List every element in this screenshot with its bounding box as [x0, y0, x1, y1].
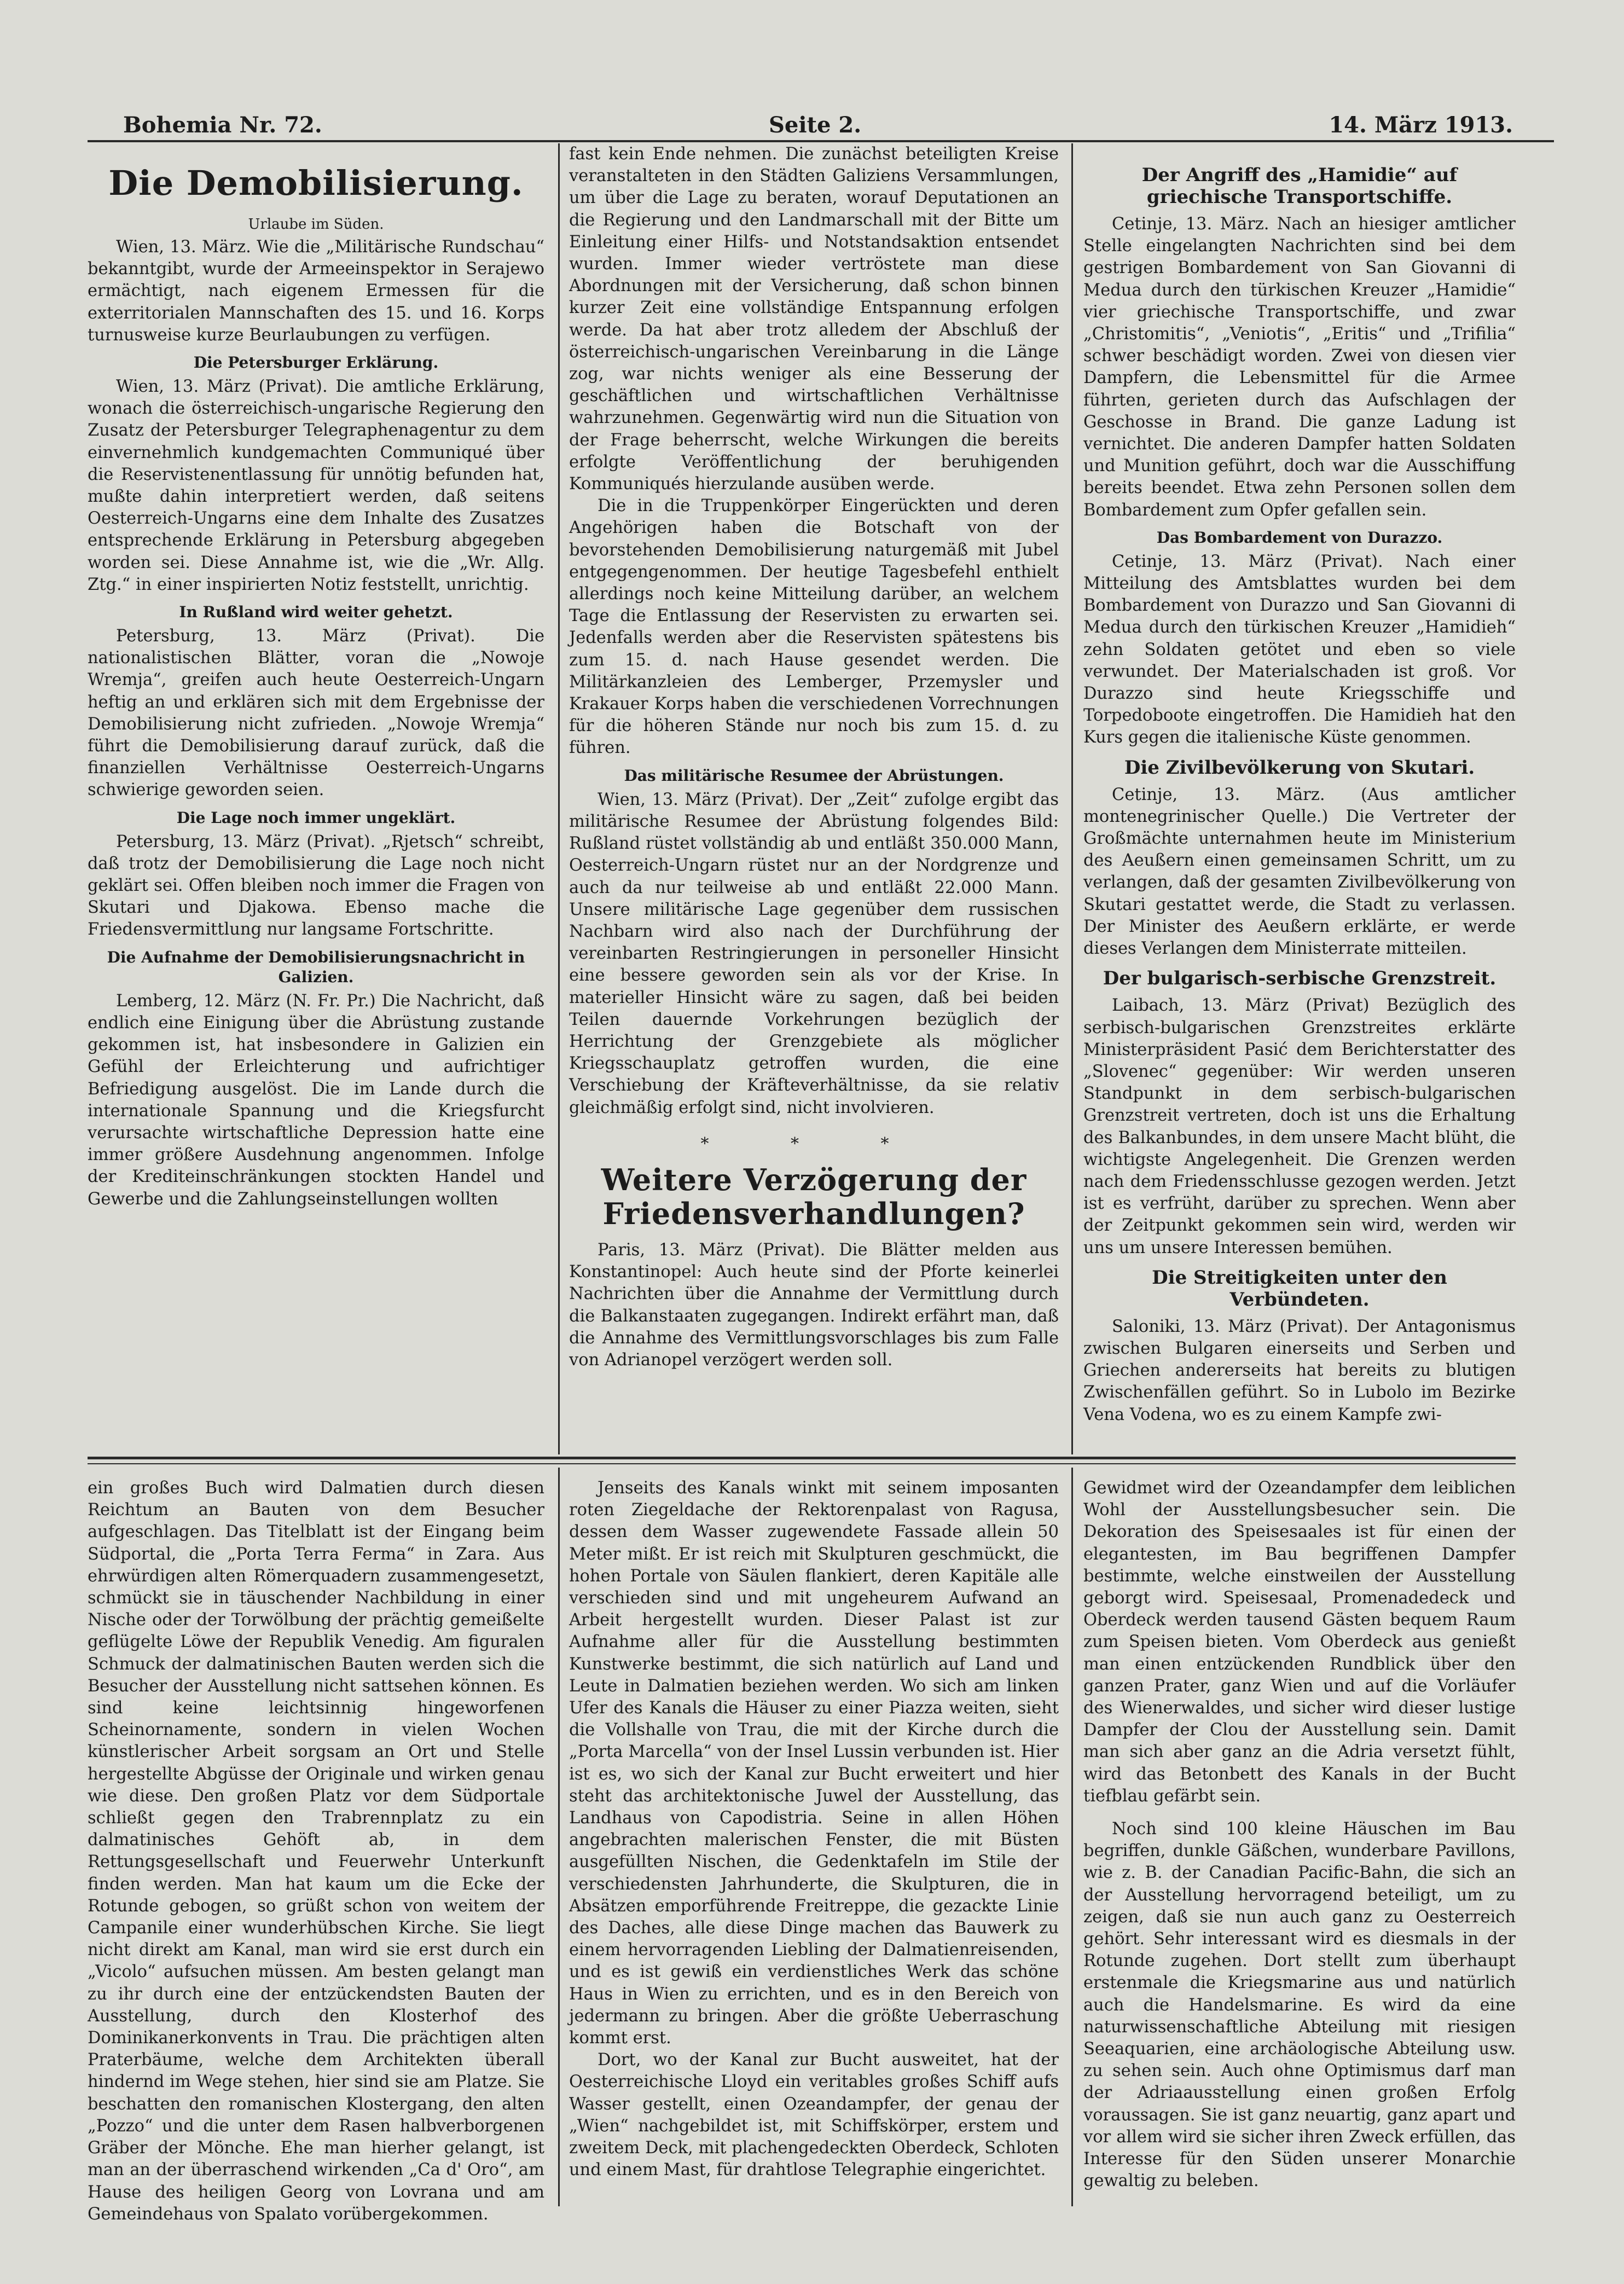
article-paragraph: Cetinje, 13. März. Nach an hiesiger amtlicher Stelle eingelangten Nachrichten sind bei dem gestrigen Bombardement von San Giovanni di Medua durch den türkischen Kreuzer „Hamidie“ vier griechische Transportschiffe, und zwar „Christomitis“, „Veniotis“, „Eritis“ und „Trifilia“ schwer beschädigt worden. Zwei von diesen vier Dampfern, die Lebensmittel für die Armee führten, gerieten durch das Aufschlagen der Geschosse in Brand. Die ganze Ladung ist vernichtet. Die anderen Dampfer hatten Soldaten und Munition geführt, doch war die Ausschiffung bereits beendet. Etwa zehn Personen sollen dem Bombardement zum Opfer gefallen sein. — [1083, 215, 1516, 520]
header-date: 14. März 1913. — [1329, 112, 1513, 138]
feuilleton-paragraph: Jenseits des Kanals winkt mit seinem imposanten roten Ziegeldache der Rektorenpalast von Ragusa, dessen dem Wasser zugewendete Fassade allein 50 Meter mißt. Er ist reich mit Skulpturen geschmückt, die hohen Portale von Säulen flankiert, deren Kapitäle alle verschieden sind und mit ungeheurem Aufwand an Arbeit hergestellt wurden. Dieser Palast ist zur Aufnahme aller für die Ausstellung bestimmten Kunstwerke bestimmt, die sich natürlich auf Land und Leute in Dalmatien beziehen werden. Wo sich am linken Ufer des Kanals die Häuser zu einer Piazza weiten, sieht die Vollshalle von Trau, die mit der Kirche durch die „Porta Marcella“ von der Insel Lussin verbunden ist. Hier ist es, wo sich der Kanal zur Bucht erweitert und hier steht das architektonische Juwel der Ausstellung, das Landhaus von Capodistria. Seine in allen Höhen angebrachten malerischen Fenster, die mit Büsten ausgefüllten Nischen, die Gedenktafeln im Stile der verschiedensten Jahrhunderte, die Skulpturen, die in Absätzen emporführende Freitreppe, die gezackte Linie des Daches, alle diese Dinge machen das Bauwerk zu einem hervorragenden Liebling der Dalmatienreisenden, und es ist gewiß ein verdienstliches Werk das schöne Haus in Wien zu errichten, und es in den Bereich von jedermann zu bringen. Aber die größte Ueberraschung kommt erst. — [569, 1479, 1059, 2048]
feuilleton-column-1 — [88, 1477, 544, 2224]
feuilleton-paragraph: Gewidmet wird der Ozeandampfer dem leiblichen Wohl der Ausstellungsbesucher sein. Die Dekoration des Speisesaales ist für einen der elegantesten, im Bau begriffenen Dampfer bestimmte, welche einstweilen der Ausstellung geborgt wird. Speisesaal, Promenadedeck und Oberdeck werden tausend Gästen bequem Raum zum Speisen bieten. Vom Oberdeck aus genießt man einen entzückenden Rundblick über den ganzen Prater, ganz Wien und auf die Vorläufer des Wienerwaldes, und sicher wird dieser lustige Dampfer der Clou der Ausstellung sein. Damit man sich aber ganz an die Adria versetzt fühlt, wird das Betonbett des Kanals in der Bucht tiefblau gefärbt sein. — [1083, 1479, 1516, 1806]
feuilleton-paragraph: Dort, wo der Kanal zur Bucht ausweitet, hat der Oesterreichische Lloyd ein veritables großes Schiff aufs Wasser gestellt, einen Ozeandampfer, der genau der „Wien“ nachgebildet ist, mit Schiffskörper, erstem und zweitem Deck, mit plachengedeckten Oberdeck, Schloten und einem Mast, für drahtlose Telegraphie eingerichtet. — [569, 2050, 1059, 2180]
section-heading-durazzo: Das Bombardement von Durazzo. — [1156, 528, 1443, 547]
column-rule-2 — [1071, 143, 1073, 1454]
feuilleton-rule-thin — [88, 1463, 1516, 1464]
feuilleton-column-3 — [1083, 1477, 1516, 2211]
article-paragraph: Cetinje, 13. März (Privat). Nach einer Mitteilung des Amtsblattes wurden bei dem Bombardement von Durazzo und San Giovanni di Medua durch den türkischen Kreuzer „Hamidieh“ zehn Soldaten getötet und eben so viele verwundet. Der Materialschaden ist groß. Vor Durazzo sind heute Kriegsschiffe und Torpedoboote eingetroffen. Die Hamidieh hat den Kurs gegen die italienische Küste genommen. — [1083, 552, 1516, 747]
article-paragraph: Cetinje, 13. März. (Aus amtlicher montenegrinischer Quelle.) Die Vertreter der Großmächte unternahmen heute im Ministerium des Aeußern einen gemeinsamen Schritt, um zu verlangen, daß der gesamten Zivilbevölkerung von Skutari gestattet werde, die Stadt zu verlassen. Der Minister des Aeußern erklärte, er werde dieses Verlangen dem Ministerrate mitteilen. — [1083, 785, 1516, 959]
section-separator: * * * — [700, 1134, 927, 1153]
section-heading-grenzstreit: Der bulgarisch-serbische Grenzstreit. — [1103, 967, 1497, 990]
article-paragraph: Laibach, 13. März (Privat) Bezüglich des serbisch-bulgarischen Grenzstreites erklärte Ministerpräsident Pasić dem Berichterstatter des „Slovenec“ gegenüber: Wir werden unseren Standpunkt in dem serbisch-bulgarischen Grenzstreit vertreten, doch ist uns die Erhaltung des Balkanbundes, in dem unsere Macht blüht, die wichtigste Angelegenheit. Die Grenzen werden nach dem Friedensschlusse gezogen werden. Jetzt ist es verfrüht, darüber zu sprechen. Wenn aber der Zeitpunkt gekommen sein wird, werden wir uns um unsere Interessen bemühen. — [1083, 996, 1516, 1257]
feuilleton-paragraph: ein großes Buch wird Dalmatien durch diesen Reichtum an Bauten von dem Besucher aufgeschlagen. Das Titelblatt ist der Eingang beim Südportal, die „Porta Terra Ferma“ in Zara. Aus ehrwürdigen alten Römerquadern zusammengesetzt, schmückt sie in täuschender Nachbildung in einer Nische oder der Torwölbung der prächtig gemeißelte geflügelte Löwe der Republik Venedig. Am figuralen Schmuck der dalmatinischen Bauten werden sich die Besucher der Ausstellung nicht sattsehen können. Es sind keine leichtsinnig hingeworfenen Scheinornamente, sondern in vielen Wochen künstlerischer Arbeit sorgsam an Ort und Stelle hergestellte Abgüsse der Originale und wirken genau wie diese. Den großen Platz vor dem Südportale schließt gegen den Trabrennplatz zu ein dalmatinisches Gehöft ab, in dem Rettungsgesellschaft und Feuerwehr Unterkunft finden werden. Man hat kaum um die Ecke der Rotunde gebogen, so grüßt schon von weitem der Campanile einer wunderhübschen Kirche. Sie liegt nicht direkt am Kanal, man wird sie erst durch ein „Vicolo“ aufsuchen müssen. Am besten gelangt man zu ihr durch eine der entzückendsten Bauten der Ausstellung, durch den Klosterhof des Dominikanerkonvents in Trau. Die prächtigen alten Praterbäume, welche dem Architekten überall hindernd im Wege stehen, hier sind sie am Platze. Sie beschatten den romanischen Klostergang, den alten „Pozzo“ und die unter dem Rasen halbverborgenen Gräber der Mönche. Ehe man hierher gelangt, ist man an der überraschend wirkenden „Ca d' Oro“, am Hause des heiligen Georg von Lovrana und am Gemeindehaus von Spalato vorübergekommen. — [88, 1479, 544, 2224]
article-paragraph: Saloniki, 13. März (Privat). Der Antagonismus zwischen Bulgaren einerseits und Serben und Griechen andererseits hat bereits zu blutigen Zwischenfällen geführt. So in Lubolo im Bezirke Vena Vodena, wo es zu einem Kampfe zwi- — [1083, 1317, 1516, 1424]
article-paragraph: Petersburg, 13. März (Privat). Die nationalistischen Blätter, voran die „Nowoje Wremja“, greifen auch heute Oesterreich-Ungarn heftig an und erklären sich mit dem Ergebnisse der Demobilisierung nicht zufrieden. „Nowoje Wremja“ führt die Demobilisierung darauf zurück, daß die finanziellen Verhältnisse Oesterreich-Ungarns schwierige geworden seien. — [88, 627, 544, 800]
article-title-demobilisierung: Die Demobilisierung. — [108, 163, 524, 203]
section-heading-russland: In Rußland wird weiter gehetzt. — [179, 603, 453, 622]
feuilleton-rule — [88, 1457, 1516, 1459]
article-paragraph: Wien, 13. März. Wie die „Militärische Rundschau“ bekanntgibt, wurde der Armeeinspektor in Serajewo ermächtigt, nach eigenem Ermessen für die exterritorialen Mannschaften des 15. und 16. Korps turnusweise kurze Beurlaubungen zu verfügen. — [88, 237, 544, 345]
header-rule — [88, 140, 1554, 142]
section-heading-aufnahme: Die Aufnahme der Demobilisierungsnachricht in Galizien. — [107, 948, 525, 986]
article-title-friedensverhandlungen: Weitere Verzögerung der Friedensverhandlungen? — [601, 1162, 1027, 1231]
feuilleton-paragraph: Noch sind 100 kleine Häuschen im Bau begriffen, dunkle Gäßchen, wunderbare Pavillons, wie z. B. der Canadian Pacific-Bahn, die sich an der Ausstellung hervorragend beteiligt, um zu zeigen, daß sie nun auch ganz zu Oesterreich gehört. Sehr interessant wird es diesmals in der Rotunde zugehen. Dort stellt zum überhaupt erstenmale die Kriegsmarine aus und natürlich auch die Handelsmarine. Es wird da eine naturwissenschaftliche Abteilung mit riesigen Seeaquarien, eine archäologische Abteilung usw. zu sehen sein. Auch ohne Optimismus darf man der Adriaausstellung einen großen Erfolg voraussagen. Sie ist ganz neuartig, ganz apart und vor allem wird sie sicher ihren Zweck erfüllen, das Interesse für den Süden unserer Monarchie gewaltig zu beleben. — [1083, 1819, 1516, 2191]
article-subtitle: Urlaube im Süden. — [248, 216, 384, 233]
section-heading-petersburg: Die Petersburger Erklärung. — [193, 353, 439, 372]
article-paragraph: Wien, 13. März (Privat). Die amtliche Erklärung, wonach die österreichisch-ungarische Regierung den Zusatz der Petersburger Telegraphenagentur zu dem einvernehmlich kundgemachten Communiqué über die Reservistenentlassung für unnötig befunden hat, mußte dahin interpretiert werden, daß seitens Oesterreich-Ungarns eine dem Inhalte des Zusatzes entsprechende Erklärung in Petersburg abgegeben worden sei. Diese Annahme ist, wie die „Wr. Allg. Ztg.“ in einer inspirierten Notiz feststellt, unrichtig. — [88, 377, 544, 594]
column-rule-1 — [558, 143, 560, 1454]
article-paragraph: Lemberg, 12. März (N. Fr. Pr.) Die Nachricht, daß endlich eine Einigung über die Abrüstung zustande gekommen ist, hat insbesondere in Galizien ein Gefühl der Erleichterung und aufrichtiger Befriedigung ausgelöst. Die im Lande durch die internationale Spannung und die Kriegsfurcht verursachte wirtschaftliche Depression hatte eine immer größere Ausdehnung angenommen. Infolge der Krediteinschränkungen stockten Handel und Gewerbe und die Zahlungseinstellungen wollten — [88, 991, 544, 1209]
article-paragraph: Wien, 13. März (Privat). Der „Zeit“ zufolge ergibt das militärische Resumee der Abrüstung folgendes Bild: Rußland rüstet vollständig ab und entläßt 350.000 Mann, Oesterreich-Ungarn rüstet nur an der Nordgrenze und auch da nur teilweise ab und entläßt 22.000 Mann. Unsere militärische Lage gegenüber dem russischen Nachbarn wird also nach der Durchführung der vereinbarten Restringierungen in personeller Hinsicht eine bessere geworden sein als vor der Krise. In materieller Hinsicht wäre zu sagen, daß bei beiden Teilen dauernde Vorkehrungen bezüglich der Herrichtung der Grenzgebiete als möglicher Kriegsschauplatz getroffen wurden, die eine Verschiebung der Kräfteverhältnisse, da sie relativ gleichmäßig erfolgt sind, nicht involvieren. — [569, 790, 1059, 1117]
column-2 — [569, 143, 1059, 1451]
feuilleton-column-rule-1 — [558, 1468, 560, 2206]
header-page-number: Seite 2. — [769, 112, 862, 138]
feuilleton-column-2 — [569, 1477, 1059, 2211]
article-paragraph: Petersburg, 13. März (Privat). „Rjetsch“ schreibt, daß trotz der Demobilisierung die Lage noch nicht geklärt sei. Offen bleiben noch immer die Fragen von Skutari und Djakowa. Ebenso mache die Friedensvermittlung nur langsame Fortschritte. — [88, 832, 544, 940]
article-paragraph: fast kein Ende nehmen. Die zunächst beteiligten Kreise veranstalteten in den Städten Galiziens Versammlungen, um über die Lage zu beraten, worauf Deputationen an die Regierung und den Landmarschall mit der Bitte um Einleitung einer Hilfs- und Notstandsaktion entsendet wurden. Immer wieder vertröstete man diese Abordnungen mit der Versicherung, daß schon binnen kurzer Zeit eine vollständige Entspannung erfolgen werde. Da hat aber trotz alledem der Abschluß der österreichisch-ungarischen Vereinbarung in die Länge zog, war nichts weniger als eine Besserung der geschäftlichen und wirtschaftlichen Verhältnisse wahrzunehmen. Gegenwärtig wird nun die Situation von der Frage beherrscht, welche Wirkungen die bereits erfolgte Veröffentlichung der beruhigenden Kommuniqués hierzulande ausüben werde. — [569, 144, 1059, 494]
section-heading-skutari: Die Zivilbevölkerung von Skutari. — [1124, 756, 1475, 779]
header-issue: Bohemia Nr. 72. — [123, 112, 322, 138]
section-heading-hamidie: Der Angriff des „Hamidie“ auf griechische Transportschiffe. — [1141, 164, 1458, 208]
column-3 — [1083, 164, 1516, 1450]
section-heading-streitigkeiten: Die Streitigkeiten unter den Verbündeten. — [1152, 1266, 1447, 1311]
feuilleton-column-rule-2 — [1071, 1468, 1073, 2206]
article-paragraph: Die in die Truppenkörper Eingerückten und deren Angehörigen haben die Botschaft von der bevorstehenden Demobilisierung naturgemäß mit Jubel entgegengenommen. Der heutige Tagesbefehl enthielt allerdings noch keine Mitteilung darüber, an welchem Tage die Entlassung der Reservisten zu erwarten sei. Jedenfalls werden aber die Reservisten spätestens bis zum 15. d. nach Hause gesendet werden. Die Militärkanzleien des Lemberger, Przemysler und Krakauer Korps haben die verschiedenen Vorrechnungen für die höheren Stände nur noch bis zum 15. d. zu führen. — [569, 496, 1059, 758]
article-paragraph: Paris, 13. März (Privat). Die Blätter melden aus Konstantinopel: Auch heute sind der Pforte keinerlei Nachrichten über die Annahme der Vermittlung durch die Balkanstaaten zugegangen. Indirekt erfährt man, daß die Annahme des Vermittlungsvorschlages bis zum Falle von Adrianopel verzögert werden soll. — [569, 1240, 1059, 1370]
section-heading-lage: Die Lage noch immer ungeklärt. — [176, 808, 456, 827]
column-1 — [88, 148, 544, 1453]
section-heading-resumee: Das militärische Resumee der Abrüstungen. — [624, 766, 1004, 785]
